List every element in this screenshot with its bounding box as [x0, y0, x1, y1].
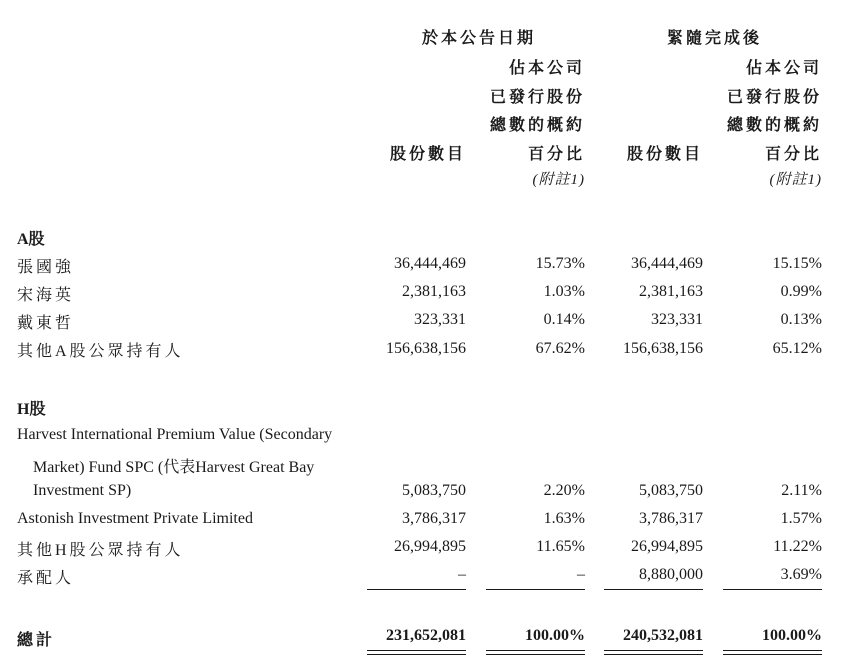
shares-after: 3,786,317 — [639, 510, 703, 527]
pct-after: 15.15% — [772, 255, 822, 272]
holder-name-line2: Market) Fund SPC (代表Harvest Great Bay — [33, 459, 315, 476]
total-double-rule-top — [486, 650, 585, 651]
pct-after: 2.11% — [781, 482, 822, 499]
shares-after: 323,331 — [651, 311, 703, 328]
holder-name: 戴東哲 — [17, 315, 75, 332]
shares-header-current: 股份數目 — [389, 146, 466, 163]
shares-current: 156,638,156 — [386, 340, 466, 357]
header-group-current: 於本公告日期 — [422, 30, 537, 47]
pct-after: 1.57% — [780, 510, 822, 527]
pct-header-current-line4: 百分比 — [527, 146, 585, 163]
shares-after: 5,083,750 — [639, 482, 703, 499]
shares-current: 323,331 — [414, 311, 466, 328]
shares-current: – — [458, 566, 466, 583]
holder-name: 張國強 — [17, 259, 75, 276]
pct-current: 67.62% — [535, 340, 585, 357]
pct-current: 1.63% — [543, 510, 585, 527]
holder-name: 其他A股公眾持有人 — [17, 343, 184, 360]
total-label: 總計 — [17, 632, 56, 649]
pct-current: 2.20% — [543, 482, 585, 499]
total-shares-current: 231,652,081 — [386, 627, 466, 644]
section-title-a-shares: A股 — [17, 231, 45, 248]
shares-after: 156,638,156 — [623, 340, 703, 357]
total-double-rule-top — [604, 650, 703, 651]
pct-header-after-line4: 百分比 — [764, 146, 822, 163]
total-double-rule-top — [367, 650, 466, 651]
total-double-rule-bottom — [486, 654, 585, 655]
total-double-rule-bottom — [367, 654, 466, 655]
total-double-rule-bottom — [723, 654, 822, 655]
shares-current: 3,786,317 — [402, 510, 466, 527]
pct-current: 11.65% — [536, 538, 585, 555]
pct-header-after-note: (附註1) — [769, 172, 822, 188]
section-title-h-shares: H股 — [17, 401, 46, 418]
pct-after: 3.69% — [780, 566, 822, 583]
pct-header-current-note: (附註1) — [532, 172, 585, 188]
shares-after: 26,994,895 — [631, 538, 703, 555]
total-pct-current: 100.00% — [525, 627, 585, 644]
total-double-rule-top — [723, 650, 822, 651]
holder-name: Astonish Investment Private Limited — [17, 510, 253, 527]
shares-current: 5,083,750 — [402, 482, 466, 499]
total-shares-after: 240,532,081 — [623, 627, 703, 644]
pct-after: 65.12% — [772, 340, 822, 357]
shares-after: 36,444,469 — [631, 255, 703, 272]
pct-header-after-line1: 佔本公司 — [745, 60, 822, 77]
pct-after: 0.99% — [780, 283, 822, 300]
holder-name: 宋海英 — [17, 287, 75, 304]
shares-current: 36,444,469 — [394, 255, 466, 272]
pct-current: 15.73% — [535, 255, 585, 272]
total-double-rule-bottom — [604, 654, 703, 655]
shares-header-after: 股份數目 — [626, 146, 703, 163]
header-group-after: 緊隨完成後 — [667, 30, 763, 47]
shares-current: 26,994,895 — [394, 538, 466, 555]
shares-after: 2,381,163 — [639, 283, 703, 300]
pct-header-after-line2: 已發行股份 — [726, 89, 822, 106]
pct-header-current-line1: 佔本公司 — [508, 60, 585, 77]
subtotal-rule-shares-after — [604, 589, 703, 590]
pct-after: 0.13% — [780, 311, 822, 328]
shares-after: 8,880,000 — [639, 566, 703, 583]
holder-name: 其他H股公眾持有人 — [17, 542, 184, 559]
pct-header-current-line2: 已發行股份 — [489, 89, 585, 106]
holder-name-line3: Investment SP) — [33, 482, 132, 499]
subtotal-rule-pct-after — [723, 589, 822, 590]
holder-name: 承配人 — [17, 570, 75, 587]
pct-current: 0.14% — [543, 311, 585, 328]
holder-name-line1: Harvest International Premium Value (Secondary — [17, 426, 333, 443]
subtotal-rule-pct-current — [486, 589, 585, 590]
subtotal-rule-shares-current — [367, 589, 466, 590]
pct-header-after-line3: 總數的概約 — [726, 117, 822, 134]
total-pct-after: 100.00% — [762, 627, 822, 644]
pct-current: – — [577, 566, 585, 583]
pct-header-current-line3: 總數的概約 — [489, 117, 585, 134]
shares-current: 2,381,163 — [402, 283, 466, 300]
pct-current: 1.03% — [543, 283, 585, 300]
pct-after: 11.22% — [773, 538, 822, 555]
